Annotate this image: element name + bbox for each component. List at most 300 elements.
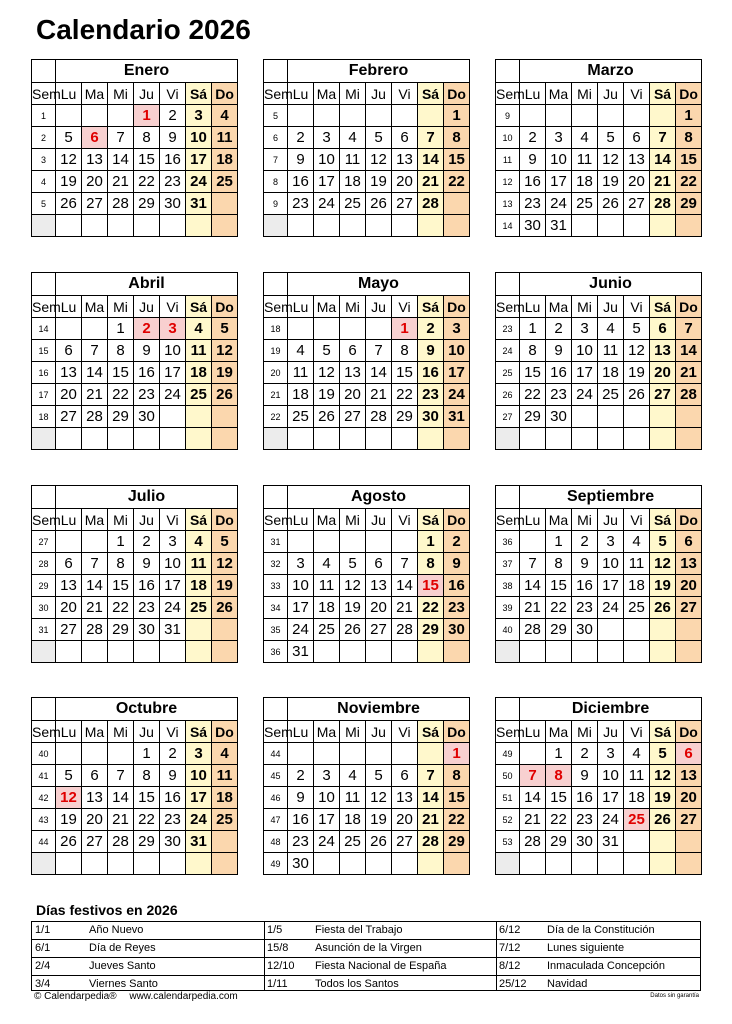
week-number (496, 428, 520, 450)
day-cell: 13 (82, 787, 108, 809)
month-header-corner (264, 60, 288, 83)
day-cell: 30 (572, 831, 598, 853)
empty-day-cell (340, 105, 366, 127)
day-cell: 6 (56, 340, 82, 362)
empty-day-cell (572, 853, 598, 875)
empty-day-cell (444, 428, 470, 450)
empty-day-cell (56, 743, 82, 765)
holiday-row (496, 940, 700, 958)
holiday-date: 1/1 (35, 924, 51, 936)
empty-day-cell (314, 428, 340, 450)
day-cell: 11 (598, 340, 624, 362)
month-agosto (263, 485, 469, 663)
week-number: 27 (32, 531, 56, 553)
day-cell: 13 (676, 553, 702, 575)
day-cell: 3 (186, 105, 212, 127)
day-cell: 2 (160, 105, 186, 127)
weekday-header: Vi (624, 721, 650, 743)
day-cell: 11 (624, 765, 650, 787)
day-cell: 22 (546, 597, 572, 619)
weekday-header: Ma (82, 721, 108, 743)
week-number-header: Sem. (264, 296, 288, 318)
month-septiembre (495, 485, 701, 663)
day-cell: 27 (392, 193, 418, 215)
holiday-day-cell: 2 (134, 318, 160, 340)
holiday-name: Inmaculada Concepción (547, 960, 666, 972)
footer-copyright: © Calendarpedia® (34, 991, 117, 1002)
week-number-header: Sem. (32, 509, 56, 531)
day-cell: 5 (212, 318, 238, 340)
day-cell: 11 (624, 553, 650, 575)
day-cell: 25 (186, 384, 212, 406)
empty-day-cell (314, 318, 340, 340)
empty-day-cell (392, 215, 418, 237)
day-cell: 24 (160, 597, 186, 619)
day-cell: 18 (598, 362, 624, 384)
week-number: 7 (264, 149, 288, 171)
week-number: 14 (32, 318, 56, 340)
day-cell: 27 (82, 831, 108, 853)
holiday-day-cell: 3 (160, 318, 186, 340)
day-cell: 30 (160, 831, 186, 853)
day-cell: 24 (598, 809, 624, 831)
week-number: 4 (32, 171, 56, 193)
week-number: 53 (496, 831, 520, 853)
day-cell: 4 (186, 318, 212, 340)
day-cell: 6 (624, 127, 650, 149)
empty-day-cell (650, 619, 676, 641)
week-number (264, 428, 288, 450)
day-cell: 14 (418, 149, 444, 171)
week-number: 25 (496, 362, 520, 384)
day-cell: 25 (572, 193, 598, 215)
empty-day-cell (520, 853, 546, 875)
week-number-header: Sem. (32, 296, 56, 318)
day-cell: 14 (82, 575, 108, 597)
day-cell: 6 (392, 765, 418, 787)
weekday-header: Do (676, 509, 702, 531)
day-cell: 21 (418, 809, 444, 831)
day-cell: 24 (572, 384, 598, 406)
holiday-name: Lunes siguiente (547, 942, 625, 954)
day-cell: 20 (82, 809, 108, 831)
week-number: 2 (32, 127, 56, 149)
empty-day-cell (418, 215, 444, 237)
day-cell: 27 (676, 809, 702, 831)
day-cell: 8 (444, 127, 470, 149)
week-number: 37 (496, 553, 520, 575)
holiday-row (496, 976, 700, 993)
empty-day-cell (186, 406, 212, 428)
weekday-header: Ju (598, 721, 624, 743)
day-cell: 9 (546, 340, 572, 362)
week-number: 10 (496, 127, 520, 149)
holiday-date: 12/10 (267, 960, 295, 972)
holiday-row (496, 922, 700, 940)
week-number: 47 (264, 809, 288, 831)
weekday-header: Sá (186, 83, 212, 105)
weekday-header: Ma (546, 296, 572, 318)
day-cell: 8 (520, 340, 546, 362)
day-cell: 10 (186, 127, 212, 149)
month-name: Noviembre (288, 698, 470, 721)
month-enero (31, 59, 237, 237)
weekday-header: Lu (56, 509, 82, 531)
week-number: 14 (496, 215, 520, 237)
week-number: 30 (32, 597, 56, 619)
holidays-title: Días festivos en 2026 (36, 902, 178, 918)
day-cell: 29 (546, 831, 572, 853)
empty-day-cell (366, 215, 392, 237)
week-number: 27 (496, 406, 520, 428)
day-cell: 6 (366, 553, 392, 575)
day-cell: 19 (624, 362, 650, 384)
day-cell: 12 (56, 149, 82, 171)
weekday-header: Lu (56, 83, 82, 105)
day-cell: 28 (418, 831, 444, 853)
day-cell: 28 (82, 619, 108, 641)
empty-day-cell (186, 619, 212, 641)
weekday-header: Do (676, 83, 702, 105)
day-cell: 3 (546, 127, 572, 149)
empty-day-cell (186, 215, 212, 237)
empty-day-cell (56, 853, 82, 875)
day-cell: 8 (418, 553, 444, 575)
week-number: 40 (32, 743, 56, 765)
day-cell: 2 (160, 743, 186, 765)
empty-day-cell (288, 215, 314, 237)
holiday-name: Todos los Santos (315, 978, 399, 990)
empty-day-cell (212, 641, 238, 663)
footer (34, 991, 248, 1002)
empty-day-cell (212, 406, 238, 428)
day-cell: 23 (572, 809, 598, 831)
day-cell: 16 (520, 171, 546, 193)
day-cell: 8 (444, 765, 470, 787)
day-cell: 16 (572, 575, 598, 597)
holiday-date: 7/12 (499, 942, 521, 954)
day-cell: 11 (314, 575, 340, 597)
month-header-corner (496, 273, 520, 296)
day-cell: 9 (572, 765, 598, 787)
weekday-header: Mi (108, 296, 134, 318)
holiday-day-cell: 12 (56, 787, 82, 809)
weekday-header: Lu (520, 296, 546, 318)
week-number: 18 (264, 318, 288, 340)
week-number: 31 (32, 619, 56, 641)
empty-day-cell (288, 318, 314, 340)
day-cell: 5 (366, 127, 392, 149)
weekday-header: Ma (82, 296, 108, 318)
day-cell: 10 (314, 149, 340, 171)
day-cell: 5 (650, 743, 676, 765)
day-cell: 18 (186, 362, 212, 384)
week-number: 28 (32, 553, 56, 575)
empty-day-cell (418, 105, 444, 127)
day-cell: 12 (212, 340, 238, 362)
day-cell: 10 (572, 340, 598, 362)
day-cell: 31 (444, 406, 470, 428)
day-cell: 8 (134, 127, 160, 149)
week-number (264, 215, 288, 237)
day-cell: 17 (314, 809, 340, 831)
day-cell: 3 (314, 127, 340, 149)
day-cell: 28 (108, 193, 134, 215)
day-cell: 12 (650, 553, 676, 575)
weekday-header: Lu (520, 83, 546, 105)
week-number: 42 (32, 787, 56, 809)
day-cell: 12 (366, 787, 392, 809)
month-header-corner (264, 698, 288, 721)
day-cell: 26 (366, 193, 392, 215)
day-cell: 15 (676, 149, 702, 171)
day-cell: 4 (212, 743, 238, 765)
day-cell: 21 (650, 171, 676, 193)
empty-day-cell (366, 641, 392, 663)
day-cell: 9 (572, 553, 598, 575)
day-cell: 5 (56, 127, 82, 149)
day-cell: 28 (520, 619, 546, 641)
empty-day-cell (366, 743, 392, 765)
day-cell: 9 (418, 340, 444, 362)
day-cell: 30 (546, 406, 572, 428)
weekday-header: Ju (366, 296, 392, 318)
day-cell: 12 (650, 765, 676, 787)
day-cell: 30 (288, 853, 314, 875)
day-cell: 24 (288, 619, 314, 641)
empty-day-cell (340, 215, 366, 237)
empty-day-cell (212, 831, 238, 853)
day-cell: 7 (676, 318, 702, 340)
day-cell: 3 (598, 743, 624, 765)
empty-day-cell (676, 831, 702, 853)
day-cell: 2 (546, 318, 572, 340)
day-cell: 13 (56, 575, 82, 597)
empty-day-cell (624, 406, 650, 428)
weekday-header: Mi (340, 296, 366, 318)
holiday-name: Navidad (547, 978, 588, 990)
weekday-header: Vi (624, 509, 650, 531)
empty-day-cell (676, 406, 702, 428)
day-cell: 27 (650, 384, 676, 406)
empty-day-cell (314, 853, 340, 875)
day-cell: 25 (340, 193, 366, 215)
weekday-header: Ma (82, 83, 108, 105)
day-cell: 27 (56, 406, 82, 428)
day-cell: 14 (82, 362, 108, 384)
empty-day-cell (82, 743, 108, 765)
day-cell: 26 (314, 406, 340, 428)
day-cell: 7 (82, 553, 108, 575)
day-cell: 18 (212, 787, 238, 809)
day-cell: 18 (314, 597, 340, 619)
day-cell: 26 (598, 193, 624, 215)
day-cell: 17 (186, 149, 212, 171)
holiday-date: 1/11 (267, 978, 288, 990)
weekday-header: Sá (650, 721, 676, 743)
day-cell: 25 (212, 171, 238, 193)
week-number: 35 (264, 619, 288, 641)
empty-day-cell (56, 318, 82, 340)
empty-day-cell (108, 105, 134, 127)
day-cell: 13 (340, 362, 366, 384)
day-cell: 10 (444, 340, 470, 362)
day-cell: 10 (288, 575, 314, 597)
empty-day-cell (520, 641, 546, 663)
day-cell: 21 (82, 597, 108, 619)
day-cell: 24 (186, 171, 212, 193)
empty-day-cell (56, 105, 82, 127)
empty-day-cell (392, 531, 418, 553)
month-octubre (31, 697, 237, 875)
day-cell: 2 (572, 531, 598, 553)
weekday-header: Ju (134, 83, 160, 105)
day-cell: 30 (418, 406, 444, 428)
week-number-header: Sem. (264, 509, 288, 531)
day-cell: 7 (82, 340, 108, 362)
holiday-date: 2/4 (35, 960, 51, 972)
weekday-header: Sá (418, 509, 444, 531)
empty-day-cell (546, 641, 572, 663)
day-cell: 12 (366, 149, 392, 171)
empty-day-cell (520, 531, 546, 553)
week-number (32, 215, 56, 237)
empty-day-cell (598, 619, 624, 641)
holiday-day-cell: 1 (392, 318, 418, 340)
day-cell: 20 (624, 171, 650, 193)
holiday-day-cell: 1 (134, 105, 160, 127)
week-number: 20 (264, 362, 288, 384)
day-cell: 20 (676, 575, 702, 597)
day-cell: 5 (212, 531, 238, 553)
day-cell: 24 (546, 193, 572, 215)
empty-day-cell (212, 619, 238, 641)
day-cell: 27 (676, 597, 702, 619)
footer-url[interactable]: www.calendarpedia.com (129, 991, 238, 1002)
day-cell: 24 (160, 384, 186, 406)
day-cell: 7 (392, 553, 418, 575)
day-cell: 30 (444, 619, 470, 641)
holiday-name: Viernes Santo (89, 978, 158, 990)
day-cell: 29 (418, 619, 444, 641)
day-cell: 3 (598, 531, 624, 553)
day-cell: 2 (134, 531, 160, 553)
week-number: 46 (264, 787, 288, 809)
day-cell: 15 (546, 787, 572, 809)
day-cell: 2 (418, 318, 444, 340)
empty-day-cell (650, 428, 676, 450)
day-cell: 23 (288, 193, 314, 215)
day-cell: 26 (340, 619, 366, 641)
day-cell: 22 (520, 384, 546, 406)
day-cell: 9 (520, 149, 546, 171)
empty-day-cell (82, 318, 108, 340)
empty-day-cell (134, 853, 160, 875)
day-cell: 20 (366, 597, 392, 619)
weekday-header: Ju (134, 721, 160, 743)
day-cell: 23 (418, 384, 444, 406)
weekday-header: Ma (314, 83, 340, 105)
holiday-date: 15/8 (267, 942, 289, 954)
month-name: Diciembre (520, 698, 702, 721)
empty-day-cell (108, 428, 134, 450)
day-cell: 27 (340, 406, 366, 428)
week-number: 43 (32, 809, 56, 831)
day-cell: 3 (186, 743, 212, 765)
day-cell: 4 (624, 743, 650, 765)
day-cell: 23 (160, 809, 186, 831)
day-cell: 16 (418, 362, 444, 384)
empty-day-cell (598, 853, 624, 875)
weekday-header: Do (212, 721, 238, 743)
day-cell: 8 (108, 340, 134, 362)
week-number: 3 (32, 149, 56, 171)
day-cell: 30 (134, 406, 160, 428)
day-cell: 13 (366, 575, 392, 597)
empty-day-cell (572, 428, 598, 450)
month-header-corner (264, 486, 288, 509)
day-cell: 29 (676, 193, 702, 215)
empty-day-cell (340, 853, 366, 875)
day-cell: 14 (650, 149, 676, 171)
week-number: 9 (264, 193, 288, 215)
weekday-header: Vi (160, 83, 186, 105)
holiday-date: 6/1 (35, 942, 51, 954)
weekday-header: Lu (288, 296, 314, 318)
weekday-header: Vi (160, 509, 186, 531)
day-cell: 6 (392, 127, 418, 149)
empty-day-cell (418, 743, 444, 765)
day-cell: 5 (598, 127, 624, 149)
empty-day-cell (288, 743, 314, 765)
week-number: 32 (264, 553, 288, 575)
weekday-header: Sá (186, 721, 212, 743)
weekday-header: Vi (392, 721, 418, 743)
day-cell: 14 (520, 575, 546, 597)
holiday-name: Jueves Santo (89, 960, 156, 972)
weekday-header: Do (676, 721, 702, 743)
month-junio (495, 272, 701, 450)
day-cell: 13 (624, 149, 650, 171)
empty-day-cell (572, 406, 598, 428)
empty-day-cell (108, 215, 134, 237)
month-name: Enero (56, 60, 238, 83)
empty-day-cell (624, 831, 650, 853)
day-cell: 14 (520, 787, 546, 809)
footer-disclaimer: Datos sin garantía (650, 993, 699, 999)
week-number: 6 (264, 127, 288, 149)
empty-day-cell (418, 641, 444, 663)
day-cell: 11 (340, 149, 366, 171)
day-cell: 10 (160, 340, 186, 362)
day-cell: 3 (444, 318, 470, 340)
holidays-column (264, 922, 496, 990)
day-cell: 25 (288, 406, 314, 428)
week-number: 17 (32, 384, 56, 406)
day-cell: 15 (108, 575, 134, 597)
day-cell: 13 (82, 149, 108, 171)
day-cell: 8 (392, 340, 418, 362)
empty-day-cell (520, 743, 546, 765)
day-cell: 31 (186, 831, 212, 853)
week-number: 19 (264, 340, 288, 362)
day-cell: 4 (314, 553, 340, 575)
empty-day-cell (134, 215, 160, 237)
weekday-header: Lu (520, 721, 546, 743)
holiday-day-cell: 7 (520, 765, 546, 787)
empty-day-cell (340, 743, 366, 765)
day-cell: 15 (108, 362, 134, 384)
